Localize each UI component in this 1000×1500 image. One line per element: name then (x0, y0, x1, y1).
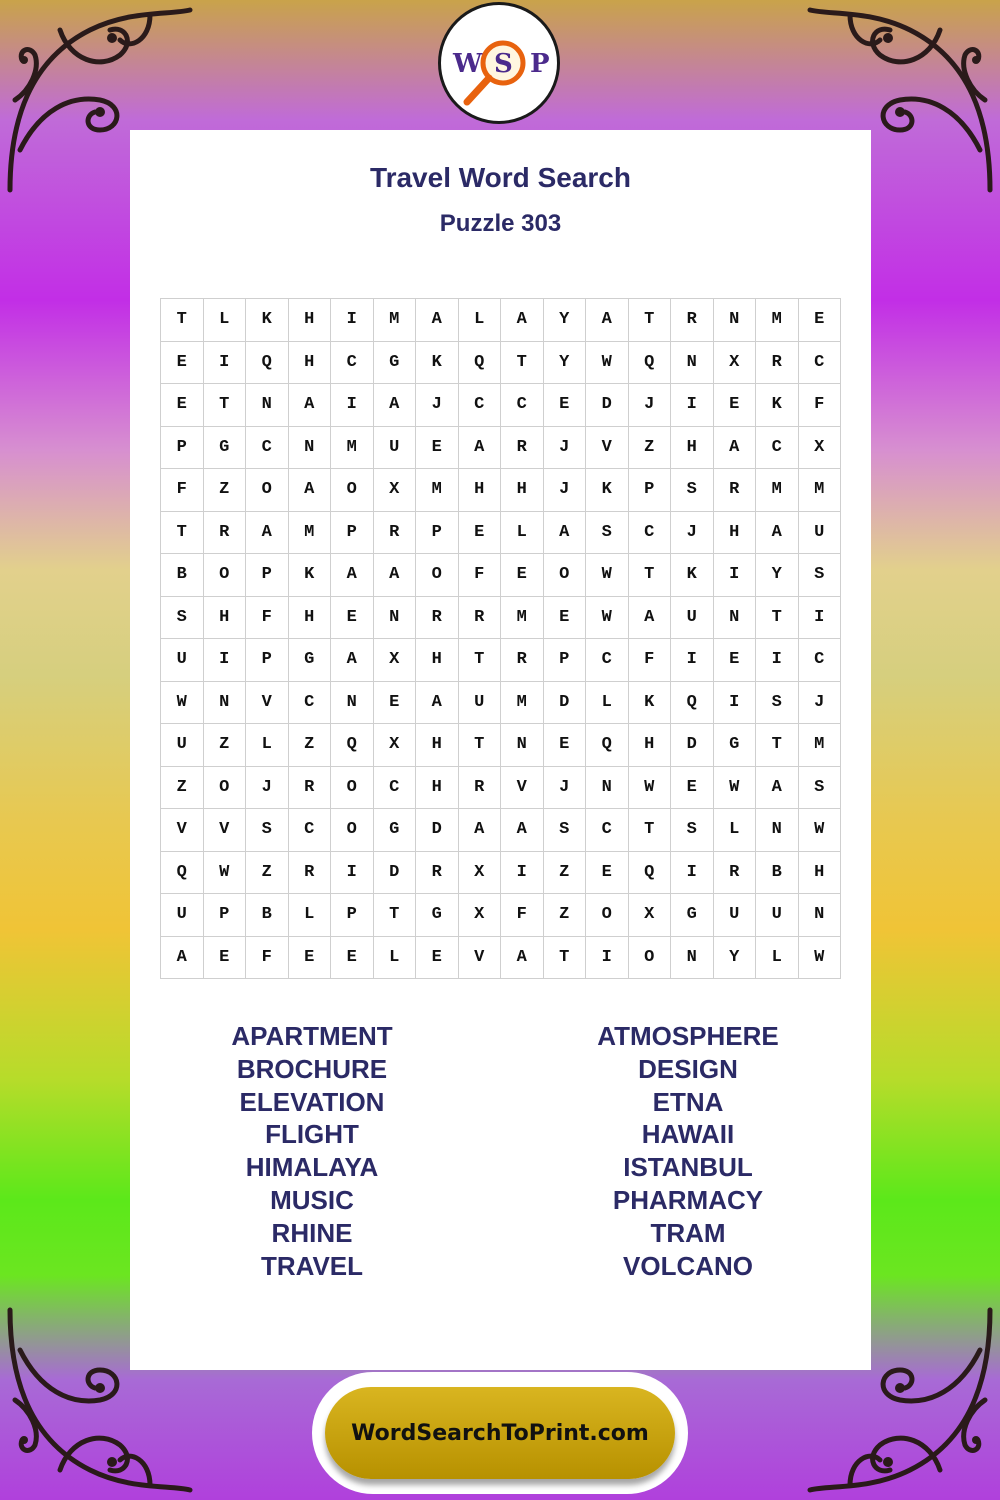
grid-cell[interactable]: S (671, 469, 714, 512)
grid-cell[interactable]: A (289, 469, 332, 512)
grid-cell[interactable]: L (289, 894, 332, 937)
grid-cell[interactable]: A (331, 639, 374, 682)
grid-cell[interactable]: N (671, 937, 714, 980)
grid-cell[interactable]: Q (629, 852, 672, 895)
grid-cell[interactable]: U (459, 682, 502, 725)
word-list-item: HIMALAYA (245, 1152, 379, 1183)
grid-cell[interactable]: E (331, 937, 374, 980)
grid-cell[interactable]: O (331, 469, 374, 512)
grid-cell[interactable]: N (799, 894, 842, 937)
grid-cell[interactable]: X (799, 427, 842, 470)
grid-cell[interactable]: H (416, 724, 459, 767)
grid-cell[interactable]: Y (544, 299, 587, 342)
grid-cell[interactable]: W (161, 682, 204, 725)
word-list-item: VOLCANO (623, 1250, 753, 1281)
grid-cell[interactable]: T (629, 554, 672, 597)
grid-cell[interactable]: D (374, 852, 417, 895)
grid-cell[interactable]: T (629, 299, 672, 342)
grid-cell[interactable]: I (331, 299, 374, 342)
grid-cell[interactable]: W (586, 342, 629, 385)
grid-cell[interactable]: M (374, 299, 417, 342)
word-list-item: ETNA (652, 1086, 724, 1117)
grid-cell[interactable]: E (416, 427, 459, 470)
grid-cell[interactable]: C (799, 342, 842, 385)
grid-cell[interactable]: T (544, 937, 587, 980)
page-title: Travel Word Search (370, 162, 631, 193)
grid-cell[interactable]: R (671, 299, 714, 342)
grid-cell[interactable]: O (204, 554, 247, 597)
grid-cell[interactable]: U (799, 512, 842, 555)
grid-cell[interactable]: E (161, 384, 204, 427)
puzzle-number: Puzzle 303 (439, 210, 562, 237)
grid-cell[interactable]: L (459, 299, 502, 342)
grid-cell[interactable]: Q (459, 342, 502, 385)
grid-cell[interactable]: X (459, 852, 502, 895)
grid-cell[interactable]: H (629, 724, 672, 767)
grid-cell[interactable]: P (416, 512, 459, 555)
logo-letter-s: S (494, 49, 513, 79)
word-list-item: DESIGN (638, 1053, 738, 1084)
grid-cell[interactable]: F (246, 937, 289, 980)
grid-cell[interactable]: S (756, 682, 799, 725)
grid-cell[interactable]: A (586, 299, 629, 342)
grid-cell[interactable]: P (629, 469, 672, 512)
grid-cell[interactable]: O (416, 554, 459, 597)
grid-cell[interactable]: R (459, 597, 502, 640)
grid-cell[interactable]: E (544, 384, 587, 427)
grid-cell[interactable]: R (374, 512, 417, 555)
word-list-item: ATMOSPHERE (597, 1021, 779, 1051)
grid-cell[interactable]: Z (289, 724, 332, 767)
grid-cell[interactable]: N (289, 427, 332, 470)
grid-cell[interactable]: P (331, 894, 374, 937)
grid-cell[interactable]: R (289, 767, 332, 810)
grid-cell[interactable]: Q (629, 342, 672, 385)
grid-cell[interactable]: M (799, 724, 842, 767)
grid-cell[interactable]: I (586, 937, 629, 980)
puzzle-sheet (130, 130, 871, 1370)
grid-cell[interactable]: G (289, 639, 332, 682)
grid-cell[interactable]: K (586, 469, 629, 512)
grid-cell[interactable]: U (161, 894, 204, 937)
grid-cell[interactable]: I (714, 682, 757, 725)
grid-cell[interactable]: P (161, 427, 204, 470)
grid-cell[interactable]: S (671, 809, 714, 852)
grid-cell[interactable]: W (799, 937, 842, 980)
grid-cell[interactable]: N (756, 809, 799, 852)
grid-cell[interactable]: T (459, 724, 502, 767)
grid-cell[interactable]: C (459, 384, 502, 427)
grid-cell[interactable]: X (629, 894, 672, 937)
word-list-item: ELEVATION (239, 1086, 385, 1117)
grid-cell[interactable]: Z (544, 894, 587, 937)
grid-cell[interactable]: O (544, 554, 587, 597)
grid-cell[interactable]: X (374, 469, 417, 512)
grid-cell[interactable]: H (799, 852, 842, 895)
grid-cell[interactable]: A (501, 299, 544, 342)
grid-cell[interactable]: O (629, 937, 672, 980)
grid-cell[interactable]: Q (586, 724, 629, 767)
grid-cell[interactable]: D (671, 724, 714, 767)
grid-cell[interactable]: T (204, 384, 247, 427)
grid-cell[interactable]: W (714, 767, 757, 810)
grid-cell[interactable]: N (586, 767, 629, 810)
grid-cell[interactable]: N (204, 682, 247, 725)
word-list-item: BROCHURE (236, 1053, 388, 1084)
grid-cell[interactable]: X (374, 724, 417, 767)
grid-cell[interactable]: C (629, 512, 672, 555)
grid-cell[interactable]: F (799, 384, 842, 427)
grid-cell[interactable]: E (501, 554, 544, 597)
grid-cell[interactable]: N (331, 682, 374, 725)
word-list-item: MUSIC (270, 1184, 354, 1215)
word-list-item: TRAVEL (260, 1250, 364, 1281)
grid-cell[interactable]: R (756, 342, 799, 385)
grid-cell[interactable]: K (246, 299, 289, 342)
grid-cell[interactable]: F (161, 469, 204, 512)
grid-cell[interactable]: T (161, 299, 204, 342)
grid-cell[interactable]: P (246, 554, 289, 597)
grid-cell[interactable]: J (799, 682, 842, 725)
grid-cell[interactable]: K (416, 342, 459, 385)
grid-cell[interactable]: G (416, 894, 459, 937)
grid-cell[interactable]: T (756, 724, 799, 767)
grid-cell[interactable]: A (756, 512, 799, 555)
grid-cell[interactable]: N (501, 724, 544, 767)
grid-cell[interactable]: A (416, 299, 459, 342)
grid-cell[interactable]: A (374, 554, 417, 597)
grid-cell[interactable]: N (714, 597, 757, 640)
grid-cell[interactable]: K (671, 554, 714, 597)
grid-cell[interactable]: T (501, 342, 544, 385)
grid-cell[interactable]: C (374, 767, 417, 810)
grid-cell[interactable]: R (501, 639, 544, 682)
grid-cell[interactable]: E (289, 937, 332, 980)
grid-cell[interactable]: I (671, 384, 714, 427)
grid-cell[interactable]: J (246, 767, 289, 810)
grid-cell[interactable]: M (501, 682, 544, 725)
grid-cell[interactable]: O (246, 469, 289, 512)
grid-cell[interactable]: A (161, 937, 204, 980)
grid-cell[interactable]: A (501, 937, 544, 980)
grid-cell[interactable]: V (161, 809, 204, 852)
grid-cell[interactable]: W (799, 809, 842, 852)
grid-cell[interactable]: K (629, 682, 672, 725)
logo-letter-p: P (530, 49, 550, 79)
grid-cell[interactable]: S (544, 809, 587, 852)
grid-cell[interactable]: L (246, 724, 289, 767)
word-list-item: APARTMENT (231, 1021, 393, 1051)
grid-cell[interactable]: J (671, 512, 714, 555)
grid-cell[interactable]: I (501, 852, 544, 895)
grid-cell[interactable]: M (756, 299, 799, 342)
website-label[interactable]: WordSearchToPrint.com (351, 1420, 649, 1446)
grid-cell[interactable]: E (671, 767, 714, 810)
grid-cell[interactable]: F (246, 597, 289, 640)
grid-cell[interactable]: E (544, 597, 587, 640)
grid-cell[interactable]: M (289, 512, 332, 555)
grid-cell[interactable]: Z (161, 767, 204, 810)
word-list-item: PHARMACY (612, 1184, 764, 1215)
grid-cell[interactable]: E (161, 342, 204, 385)
grid-cell[interactable]: G (714, 724, 757, 767)
grid-cell[interactable]: S (586, 512, 629, 555)
grid-cell[interactable]: H (671, 427, 714, 470)
grid-cell[interactable]: U (161, 639, 204, 682)
wsp-logo (438, 2, 560, 124)
grid-cell[interactable]: E (374, 682, 417, 725)
grid-cell[interactable]: A (289, 384, 332, 427)
grid-cell[interactable]: U (161, 724, 204, 767)
grid-cell[interactable]: O (586, 894, 629, 937)
grid-cell[interactable]: R (289, 852, 332, 895)
grid-cell[interactable]: T (459, 639, 502, 682)
grid-cell[interactable]: D (416, 809, 459, 852)
grid-cell[interactable]: G (374, 342, 417, 385)
grid-cell[interactable]: T (161, 512, 204, 555)
logo-letter-w: W (453, 49, 483, 79)
grid-cell[interactable]: I (204, 639, 247, 682)
grid-cell[interactable]: N (714, 299, 757, 342)
grid-cell[interactable]: E (714, 639, 757, 682)
grid-cell[interactable]: Y (714, 937, 757, 980)
grid-cell[interactable]: T (756, 597, 799, 640)
grid-cell[interactable]: X (459, 894, 502, 937)
grid-cell[interactable]: R (416, 852, 459, 895)
grid-cell[interactable]: E (204, 937, 247, 980)
grid-cell[interactable]: X (714, 342, 757, 385)
grid-cell[interactable]: B (161, 554, 204, 597)
grid-cell[interactable]: U (671, 597, 714, 640)
grid-cell[interactable]: A (416, 682, 459, 725)
grid-cell[interactable]: Y (544, 342, 587, 385)
grid-cell[interactable]: L (714, 809, 757, 852)
grid-cell[interactable]: P (544, 639, 587, 682)
grid-cell[interactable]: E (714, 384, 757, 427)
letter-grid (160, 298, 841, 979)
grid-cell[interactable]: O (331, 809, 374, 852)
grid-cell[interactable]: Q (161, 852, 204, 895)
grid-cell[interactable]: I (714, 554, 757, 597)
grid-cell[interactable]: A (501, 809, 544, 852)
grid-cell[interactable]: V (204, 809, 247, 852)
grid-cell[interactable]: G (671, 894, 714, 937)
grid-cell[interactable]: W (586, 554, 629, 597)
grid-cell[interactable]: R (459, 767, 502, 810)
grid-cell[interactable]: K (756, 384, 799, 427)
grid-cell[interactable]: S (799, 554, 842, 597)
grid-cell[interactable]: J (544, 427, 587, 470)
grid-cell[interactable]: S (161, 597, 204, 640)
grid-cell[interactable]: R (714, 852, 757, 895)
grid-cell[interactable]: R (501, 427, 544, 470)
grid-cell[interactable]: H (289, 299, 332, 342)
grid-cell[interactable]: I (799, 597, 842, 640)
grid-cell[interactable]: L (501, 512, 544, 555)
grid-cell[interactable]: Q (331, 724, 374, 767)
grid-cell[interactable]: E (799, 299, 842, 342)
grid-cell[interactable]: C (246, 427, 289, 470)
grid-cell[interactable]: C (289, 682, 332, 725)
grid-cell[interactable]: J (629, 384, 672, 427)
grid-cell[interactable]: I (756, 639, 799, 682)
grid-cell[interactable]: W (586, 597, 629, 640)
grid-cell[interactable]: A (374, 384, 417, 427)
grid-cell[interactable]: H (204, 597, 247, 640)
grid-cell[interactable]: E (416, 937, 459, 980)
grid-cell[interactable]: M (756, 469, 799, 512)
grid-cell[interactable]: K (289, 554, 332, 597)
grid-cell[interactable]: L (756, 937, 799, 980)
grid-cell[interactable]: H (416, 767, 459, 810)
grid-cell[interactable]: A (714, 427, 757, 470)
grid-cell[interactable]: L (204, 299, 247, 342)
grid-cell[interactable]: G (204, 427, 247, 470)
grid-cell[interactable]: C (799, 639, 842, 682)
grid-cell[interactable]: V (459, 937, 502, 980)
grid-cell[interactable]: F (459, 554, 502, 597)
word-list-left (162, 1020, 462, 1282)
grid-cell[interactable]: P (204, 894, 247, 937)
grid-cell[interactable]: H (289, 342, 332, 385)
word-list-item: RHINE (271, 1217, 353, 1248)
grid-cell[interactable]: J (416, 384, 459, 427)
grid-cell[interactable]: U (756, 894, 799, 937)
grid-cell[interactable]: O (331, 767, 374, 810)
grid-cell[interactable]: U (374, 427, 417, 470)
grid-cell[interactable]: G (374, 809, 417, 852)
grid-cell[interactable]: R (714, 469, 757, 512)
grid-cell[interactable]: M (416, 469, 459, 512)
grid-cell[interactable]: H (501, 469, 544, 512)
word-list-item: TRAM (650, 1217, 726, 1248)
grid-cell[interactable]: F (629, 639, 672, 682)
grid-cell[interactable]: M (799, 469, 842, 512)
grid-cell[interactable]: C (501, 384, 544, 427)
grid-cell[interactable]: C (756, 427, 799, 470)
grid-cell[interactable]: B (756, 852, 799, 895)
grid-cell[interactable]: L (586, 682, 629, 725)
word-list-right (538, 1020, 838, 1282)
grid-cell[interactable]: E (586, 852, 629, 895)
grid-cell[interactable]: P (246, 639, 289, 682)
grid-cell[interactable]: I (331, 852, 374, 895)
grid-cell[interactable]: F (501, 894, 544, 937)
grid-cell[interactable]: S (246, 809, 289, 852)
grid-cell[interactable]: J (544, 767, 587, 810)
grid-cell[interactable]: A (331, 554, 374, 597)
grid-cell[interactable]: A (756, 767, 799, 810)
grid-cell[interactable]: A (246, 512, 289, 555)
grid-cell[interactable]: T (374, 894, 417, 937)
grid-cell[interactable]: C (586, 639, 629, 682)
grid-cell[interactable]: L (374, 937, 417, 980)
grid-cell[interactable]: R (204, 512, 247, 555)
grid-cell[interactable]: A (544, 512, 587, 555)
grid-cell[interactable]: R (416, 597, 459, 640)
grid-cell[interactable]: I (671, 639, 714, 682)
grid-cell[interactable]: E (544, 724, 587, 767)
grid-cell[interactable]: N (671, 342, 714, 385)
grid-cell[interactable]: H (289, 597, 332, 640)
grid-cell[interactable]: Q (246, 342, 289, 385)
grid-cell[interactable]: J (544, 469, 587, 512)
grid-cell[interactable]: P (331, 512, 374, 555)
grid-cell[interactable]: M (501, 597, 544, 640)
grid-cell[interactable]: X (374, 639, 417, 682)
word-list-item: FLIGHT (265, 1119, 359, 1150)
grid-cell[interactable]: H (459, 469, 502, 512)
grid-cell[interactable]: Z (204, 724, 247, 767)
grid-cell[interactable]: V (501, 767, 544, 810)
grid-cell[interactable]: O (204, 767, 247, 810)
grid-cell[interactable]: V (586, 427, 629, 470)
grid-cell[interactable]: T (629, 809, 672, 852)
grid-cell[interactable]: Q (671, 682, 714, 725)
grid-cell[interactable]: W (204, 852, 247, 895)
grid-cell[interactable]: I (671, 852, 714, 895)
grid-cell[interactable]: C (586, 809, 629, 852)
grid-cell[interactable]: E (459, 512, 502, 555)
grid-cell[interactable]: Y (756, 554, 799, 597)
website-badge[interactable] (325, 1387, 675, 1479)
word-list-item: HAWAII (641, 1119, 735, 1150)
grid-cell[interactable]: D (544, 682, 587, 725)
grid-cell[interactable]: H (416, 639, 459, 682)
grid-cell[interactable]: V (246, 682, 289, 725)
grid-cell[interactable]: Z (246, 852, 289, 895)
grid-cell[interactable]: A (629, 597, 672, 640)
grid-cell[interactable]: Z (544, 852, 587, 895)
grid-cell[interactable]: C (289, 809, 332, 852)
grid-cell[interactable]: A (459, 809, 502, 852)
grid-cell[interactable]: B (246, 894, 289, 937)
grid-cell[interactable]: A (459, 427, 502, 470)
grid-cell[interactable]: N (246, 384, 289, 427)
grid-cell[interactable]: U (714, 894, 757, 937)
grid-cell[interactable]: I (204, 342, 247, 385)
grid-cell[interactable]: D (586, 384, 629, 427)
grid-cell[interactable]: Z (204, 469, 247, 512)
grid-cell[interactable]: N (374, 597, 417, 640)
grid-cell[interactable]: W (629, 767, 672, 810)
grid-cell[interactable]: S (799, 767, 842, 810)
grid-cell[interactable]: E (331, 597, 374, 640)
grid-cell[interactable]: H (714, 512, 757, 555)
word-list-item: ISTANBUL (623, 1152, 753, 1183)
grid-cell[interactable]: M (331, 427, 374, 470)
grid-cell[interactable]: Z (629, 427, 672, 470)
grid-cell[interactable]: C (331, 342, 374, 385)
grid-cell[interactable]: I (331, 384, 374, 427)
